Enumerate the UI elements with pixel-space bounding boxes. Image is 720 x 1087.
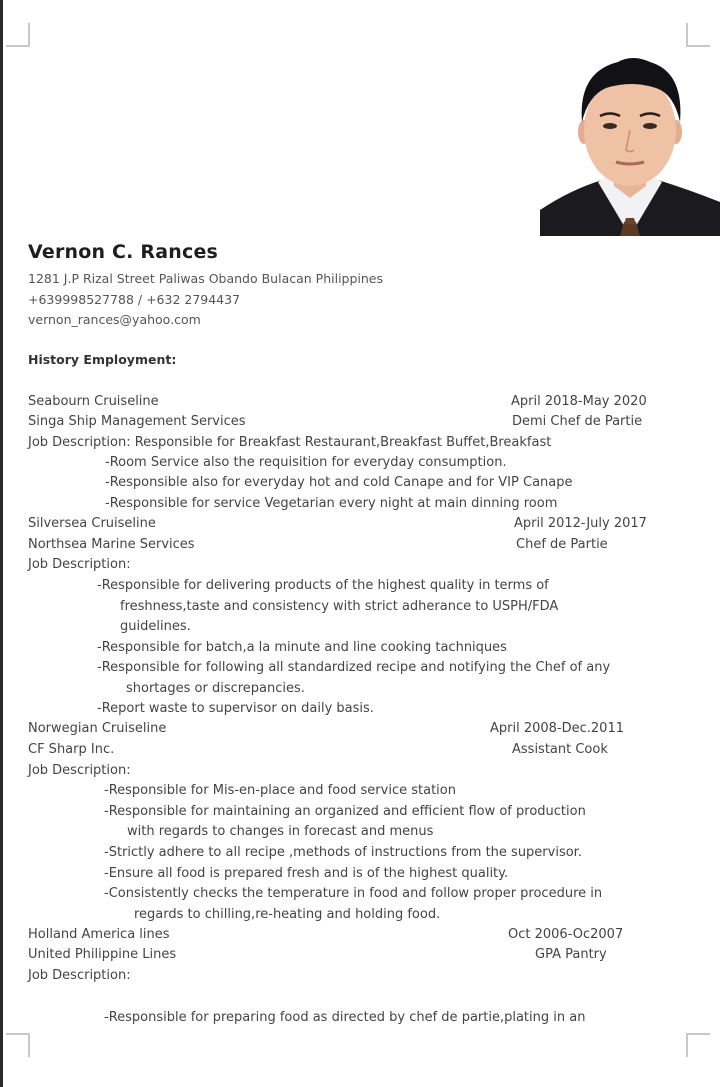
job-duty-line: -Ensure all food is prepared fresh and is of the highest quality.: [104, 866, 509, 881]
margin-corner-top-left: [6, 23, 30, 47]
job-position: Chef de Partie: [516, 537, 608, 552]
job-position: Demi Chef de Partie: [512, 414, 643, 429]
job-duty-line: -Responsible for maintaining an organized and efficient flow of production: [104, 804, 586, 819]
job-duty-line: -Responsible for following all standardized recipe and notifying the Chef of any: [97, 660, 611, 675]
job-duty-line: guidelines.: [120, 619, 191, 634]
job-duty-line: -Responsible for delivering products of the highest quality in terms of: [97, 578, 549, 593]
portrait-photo-icon: [540, 50, 720, 236]
job-company: Seabourn Cruiseline: [28, 394, 159, 409]
phone-numbers: +639998527788 / +632 2794437: [28, 292, 241, 307]
section-title-history-employment: History Employment:: [28, 352, 177, 367]
job-description-label: Job Description:: [28, 763, 131, 778]
job-dates: April 2018-May 2020: [511, 394, 647, 409]
job-duty-line: -Responsible also for everyday hot and cold Canape and for VIP Canape: [105, 475, 573, 490]
job-agency: United Philippine Lines: [28, 947, 177, 962]
margin-corner-bottom-left: [6, 1033, 30, 1057]
job-duty-line: -Responsible for batch,a la minute and line cooking tachniques: [97, 640, 507, 655]
email[interactable]: vernon_rances@yahoo.com: [28, 312, 201, 327]
address: 1281 J.P Rizal Street Paliwas Obando Bulacan Philippines: [28, 271, 384, 286]
job-dates: April 2012-July 2017: [514, 516, 647, 531]
job-dates: Oct 2006-Oc2007: [508, 927, 624, 942]
job-duty-line: freshness,taste and consistency with strict adherance to USPH/FDA: [120, 599, 559, 614]
margin-corner-top-right: [686, 23, 710, 47]
job-description-label: Job Description:: [28, 968, 131, 983]
job-duty-line: -Responsible for preparing food as directed by chef de partie,plating in an: [104, 1010, 586, 1025]
job-company: Holland America lines: [28, 927, 170, 942]
job-agency: Singa Ship Management Services: [28, 414, 246, 429]
job-company: Norwegian Cruiseline: [28, 721, 167, 736]
job-company: Silversea Cruiseline: [28, 516, 156, 531]
margin-corner-bottom-right: [686, 1033, 710, 1057]
job-duty-line: -Report waste to supervisor on daily basis.: [97, 701, 374, 716]
job-duty-line: regards to chilling,re-heating and holding food.: [134, 907, 441, 922]
job-duty-line: -Consistently checks the temperature in food and follow proper procedure in: [104, 886, 603, 901]
job-duty-line: -Responsible for service Vegetarian every night at main dinning room: [105, 496, 558, 511]
job-dates: April 2008-Dec.2011: [490, 721, 624, 736]
job-agency: CF Sharp Inc.: [28, 742, 115, 757]
candidate-name: Vernon C. Rances: [28, 241, 219, 263]
profile-photo: [540, 50, 720, 236]
job-duty-line: -Responsible for Mis-en-place and food service station: [104, 783, 456, 798]
page-left-edge: [0, 0, 3, 1087]
job-duty-line: shortages or discrepancies.: [126, 681, 305, 696]
job-description-label: Job Description: Responsible for Breakfast Restaurant,Breakfast Buffet,Breakfast: [28, 435, 552, 450]
job-position: Assistant Cook: [512, 742, 608, 757]
job-agency: Northsea Marine Services: [28, 537, 195, 552]
job-description-label: Job Description:: [28, 557, 131, 572]
job-duty-line: -Strictly adhere to all recipe ,methods of instructions from the supervisor.: [104, 845, 582, 860]
job-duty-line: -Room Service also the requisition for everyday consumption.: [105, 455, 507, 470]
job-duty-line: with regards to changes in forecast and menus: [127, 824, 434, 839]
job-position: GPA Pantry: [535, 947, 607, 962]
